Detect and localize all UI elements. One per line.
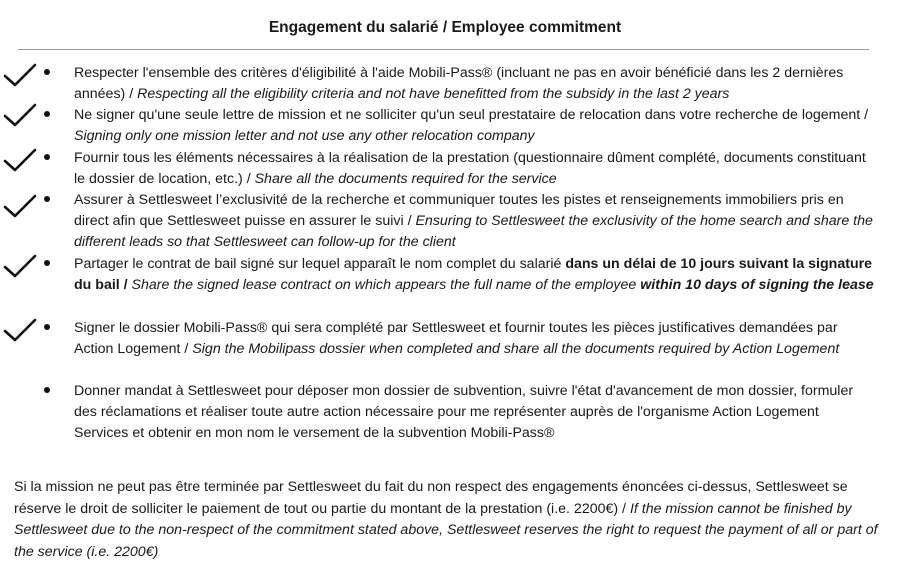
item-text-en: Respecting all the eligibility criteria and not have benefitted from the subsidy in the last 2 years	[137, 86, 730, 102]
closing-text-fr: Si la mission ne peut pas être terminée par Settlesweet du fait du non respect des engagements énoncées ci-dessus, Settlesweet se réserve le droit de solliciter le paiement de tout ou partie du montant de la prestation (i.e. 2200€) /	[14, 479, 848, 517]
bullet-icon	[44, 154, 50, 160]
closing-paragraph	[14, 477, 884, 563]
item-text-en: Ensuring to Settlesweet the exclusivity of the home search and share the different leads so that Settlesweet can follow-up for the client	[74, 213, 873, 250]
check-mark-icon	[3, 103, 37, 129]
page-title: Engagement du salarié / Employee commitment	[268, 19, 622, 36]
bullet-icon	[44, 69, 50, 75]
item-text-en: Share all the documents required for the service	[254, 171, 557, 187]
item-text	[74, 381, 874, 444]
check-mark-icon	[3, 63, 37, 89]
item-text-en: Sign the Mobilipass dossier when completed and share all the documents required by Action Logement	[192, 341, 840, 357]
title-divider	[18, 49, 869, 50]
bullet-icon	[44, 324, 50, 330]
item-text	[74, 63, 874, 105]
bullet-icon	[44, 260, 50, 266]
item-text-fr: Donner mandat à Settlesweet pour déposer mon dossier de subvention, suivre l'état d'avancement de mon dossier, formuler des réclamations et réaliser toute autre action nécessaire pour me représenter auprès de l'organisme Action Logement Services et obtenir en mon nom le versement de la subvention Mobili-Pass®	[74, 383, 854, 441]
item-text-fr: Fournir tous les éléments nécessaires à la réalisation de la prestation (questionnaire dûment complété, documents constituant le dossier de location, etc.) /	[74, 150, 866, 187]
item-text-en: Share the signed lease contract on which appears the full name of the employee	[127, 277, 641, 293]
check-mark-icon	[3, 194, 37, 220]
bullet-icon	[44, 387, 50, 393]
item-text	[74, 190, 874, 253]
item-text-en: Signing only one mission letter and not use any other relocation company	[74, 128, 535, 144]
bullet-icon	[44, 196, 50, 202]
item-text	[74, 254, 874, 296]
check-mark-icon	[3, 318, 37, 344]
check-mark-icon	[3, 148, 37, 174]
item-text-fr: Signer le dossier Mobili-Pass® qui sera complété par Settlesweet et fournir toutes les pièces justificatives demandées par Action Logement /	[74, 320, 838, 357]
closing-text-en: If the mission cannot be finished by Settlesweet due to the non-respect of the commitment stated above, Settlesweet reserves the right to request the payment of all or part of the service (i.e. 2200€)	[14, 500, 878, 560]
item-text-fr: Partager le contrat de bail signé sur lequel apparaît le nom complet du salarié	[74, 256, 566, 272]
item-text	[74, 318, 874, 360]
item-text	[74, 148, 874, 190]
item-text-fr: Assurer à Settlesweet l’exclusivité de la recherche et communiquer toutes les pistes et renseignements immobiliers pris en direct afin que Settlesweet puisse en assurer le suivi /	[74, 192, 844, 229]
check-mark-icon	[3, 254, 37, 280]
item-text-fr-bold: dans un délai de 10 jours suivant la signature du bail /	[74, 256, 873, 293]
item-text-en-bold: within 10 days of signing the lease	[640, 277, 874, 293]
item-text-fr: Respecter l'ensemble des critères d'éligibilité à l'aide Mobili-Pass® (incluant ne pas en avoir bénéficié dans les 2 dernières années) /	[74, 65, 844, 102]
bullet-icon	[44, 111, 50, 117]
item-text-fr: Ne signer qu'une seule lettre de mission et ne solliciter qu'un seul prestataire de relocation dans votre recherche de logement /	[74, 107, 869, 123]
item-text	[74, 105, 874, 147]
